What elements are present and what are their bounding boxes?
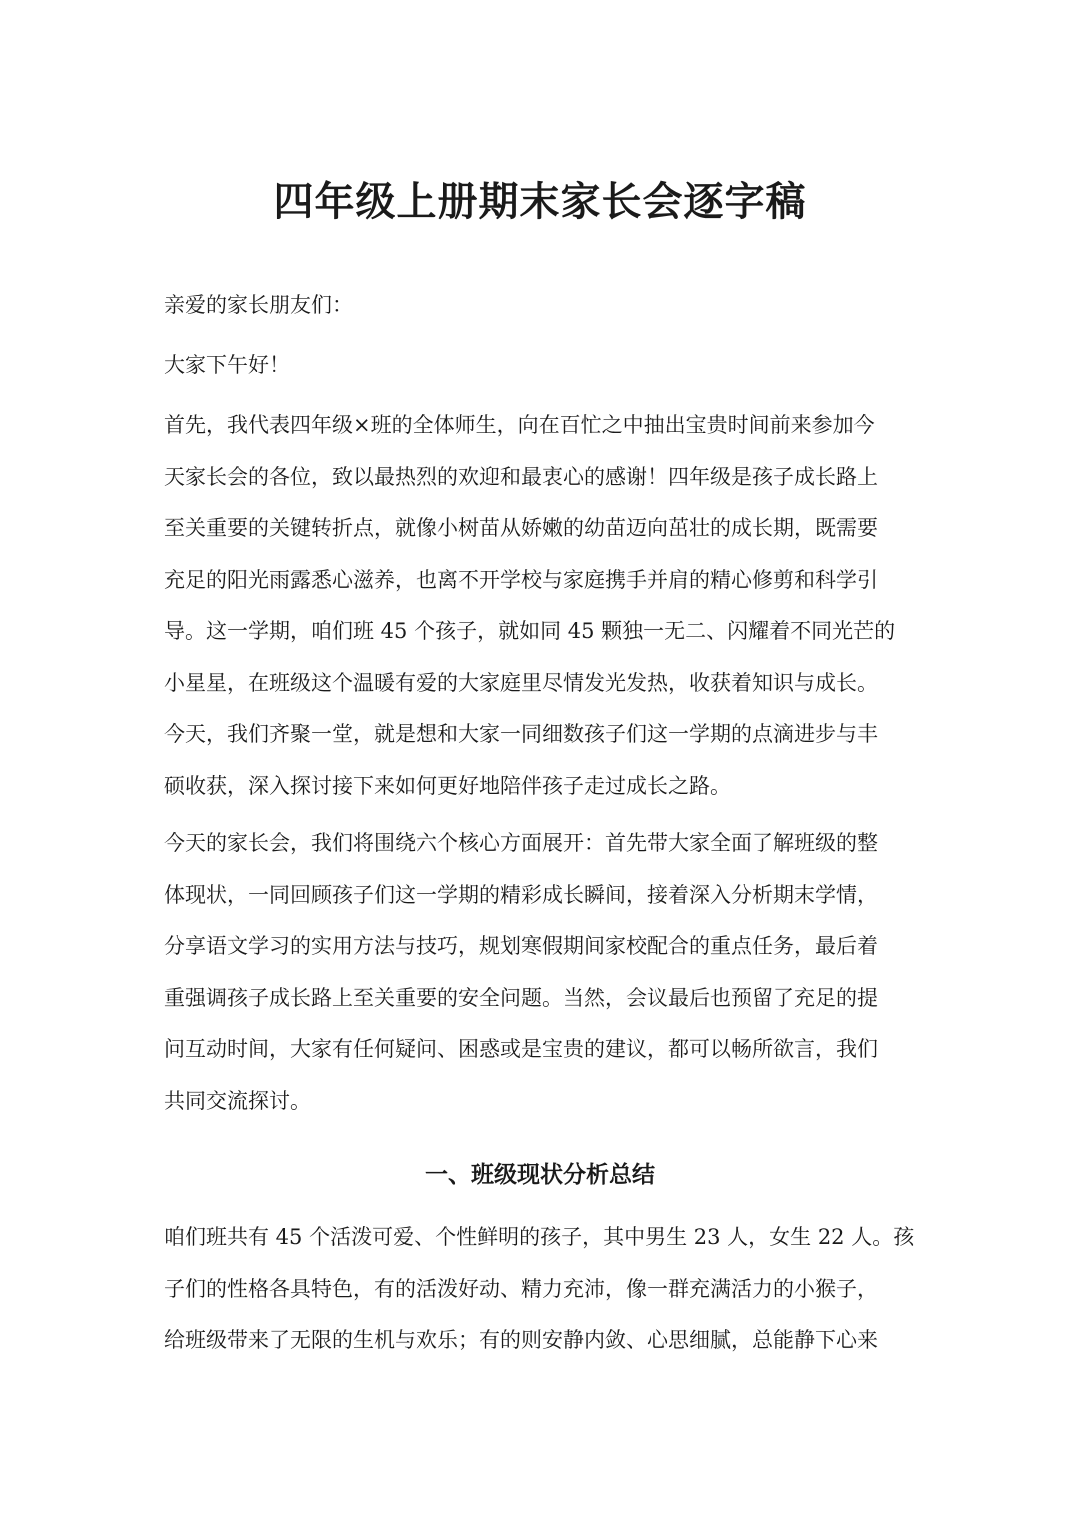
paragraph-agenda xyxy=(164,818,916,1127)
paragraph-line: 共同交流探讨。 xyxy=(164,1088,311,1113)
paragraph-line: 首先，我代表四年级×班的全体师生，向在百忙之中抽出宝贵时间前来参加今 xyxy=(164,413,875,437)
paragraph-line: 充足的阳光雨露悉心滋养，也离不开学校与家庭携手并肩的精心修剪和科学引 xyxy=(164,567,878,592)
paragraph-class-status xyxy=(164,1212,916,1367)
paragraph-line: 小星星，在班级这个温暖有爱的大家庭里尽情发光发热，收获着知识与成长。 xyxy=(164,670,878,695)
paragraph-line: 问互动时间，大家有任何疑问、困惑或是宝贵的建议，都可以畅所欲言，我们 xyxy=(164,1037,878,1061)
section-heading-class-status: 一、班级现状分析总结 xyxy=(425,1161,655,1188)
paragraph-line: 重强调孩子成长路上至关重要的安全问题。当然，会议最后也预留了充足的提 xyxy=(164,985,878,1010)
paragraph-line: 天家长会的各位，致以最热烈的欢迎和最衷心的感谢！四年级是孩子成长路上 xyxy=(164,464,878,489)
paragraph-line: 给班级带来了无限的生机与欢乐；有的则安静内敛、心思细腻，总能静下心来 xyxy=(164,1328,878,1352)
paragraph-line: 咱们班共有 45 个活泼可爱、个性鲜明的孩子，其中男生 23 人，女生 22 人。孩 xyxy=(164,1225,915,1249)
paragraph-line: 子们的性格各具特色，有的活泼好动、精力充沛，像一群充满活力的小猴子， xyxy=(164,1276,878,1301)
greeting xyxy=(164,340,916,392)
paragraph-line: 导。这一学期，咱们班 45 个孩子，就如同 45 颗独一无二、闪耀着不同光芒的 xyxy=(164,619,896,643)
paragraph-line: 今天的家长会，我们将围绕六个核心方面展开：首先带大家全面了解班级的整 xyxy=(164,831,878,855)
document-title: 四年级上册期末家长会逐字稿 xyxy=(273,178,807,225)
paragraph-line: 今天，我们齐聚一堂，就是想和大家一同细数孩子们这一学期的点滴进步与丰 xyxy=(164,722,878,746)
paragraph-introduction xyxy=(164,400,916,812)
paragraph-line: 分享语文学习的实用方法与技巧，规划寒假期间家校配合的重点任务，最后着 xyxy=(164,934,878,958)
greeting-text: 大家下午好！ xyxy=(164,353,290,377)
paragraph-line: 至关重要的关键转折点，就像小树苗从娇嫩的幼苗迈向茁壮的成长期，既需要 xyxy=(164,516,878,540)
salutation-text: 亲爱的家长朋友们： xyxy=(164,293,353,317)
salutation xyxy=(164,280,916,332)
paragraph-line: 体现状，一同回顾孩子们这一学期的精彩成长瞬间，接着深入分析期末学情， xyxy=(164,882,878,907)
paragraph-line: 硕收获，深入探讨接下来如何更好地陪伴孩子走过成长之路。 xyxy=(164,773,731,798)
